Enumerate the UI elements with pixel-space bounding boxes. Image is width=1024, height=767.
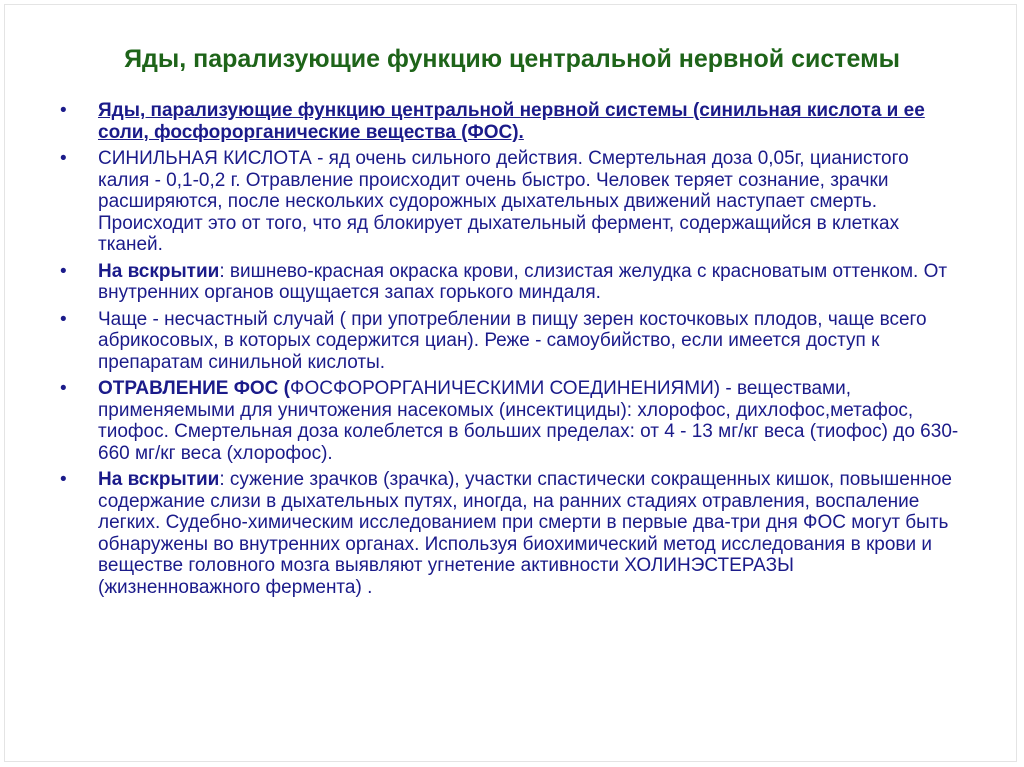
bullet-item-2 [60,148,960,256]
bullet-item-4 [60,309,960,374]
bullet-lead: Яды, парализующие функцию центральной нервной системы (синильная кислота и ее соли, фосфорорганические вещества (ФОС). [98,100,925,143]
bullet-item-1 [60,100,960,143]
bullet-item-6 [60,469,960,598]
bullet-item-3 [60,261,960,304]
bullet-list [60,100,960,603]
bullet-text: : вишнево-красная окраска крови, слизистая желудка с красноватым оттенком. От внутренних органов ощущается запах горького миндаля. [98,260,948,303]
bullet-lead: На вскрытии [98,260,220,282]
bullet-icon: • [60,260,67,282]
slide-title: Яды, парализующие функцию центральной нервной системы [124,45,900,73]
bullet-icon: • [60,469,67,490]
bullet-lead: На вскрытии [98,469,220,490]
bullet-text: СИНИЛЬНАЯ КИСЛОТА - яд очень сильного действия. Смертельная доза 0,05г, цианистого калия - 0,1-0,2 г. Отравление происходит очень быстро. Человек теряет сознание, зрачки расширяются, после нескольких судорожных дыхательных движений наступает смерть. Происходит это от того, что яд блокирует дыхательный фермент, содержащийся в клетках тканей. [98,148,909,255]
bullet-item-5 [60,378,960,464]
bullet-lead: ОТРАВЛЕНИЕ ФОС ( [98,378,291,399]
bullet-icon: • [60,308,67,330]
bullet-icon: • [60,148,67,169]
bullet-icon: • [60,378,67,399]
bullet-text: Чаще - несчастный случай ( при употреблении в пищу зерен косточковых плодов, чаще всего абрикосовых, в которых содержится циан). Реже - самоубийство, если имеется доступ к препаратам синильной кислоты. [98,308,927,373]
bullet-icon: • [60,100,67,121]
bullet-text: : сужение зрачков (зрачка), участки спастически сокращенных кишок, повышенное содержание слизи в дыхательных путях, иногда, на ранних стадиях отравления, воспаление легких. Судебно-химическим исследованием при смерти в первые два-три дня ФОС могут быть обнаружены во внутренних органах. Используя биохимический метод исследования в крови и веществе головного мозга выявляют угнетение активности ХОЛИНЭСТЕРАЗЫ (жизненноважного фермента) . [98,469,952,598]
bullet-text: ФОСФОРОРГАНИЧЕСКИМИ СОЕДИНЕНИЯМИ) - веществами, применяемыми для уничтожения насекомых (инсектициды): хлорофос, дихлофос,метафос, тиофос. Смертельная доза колеблется в больших пределах: от 4 - 13 мг/кг веса (тиофос) до 630-660 мг/кг веса (хлорофос). [98,378,959,464]
